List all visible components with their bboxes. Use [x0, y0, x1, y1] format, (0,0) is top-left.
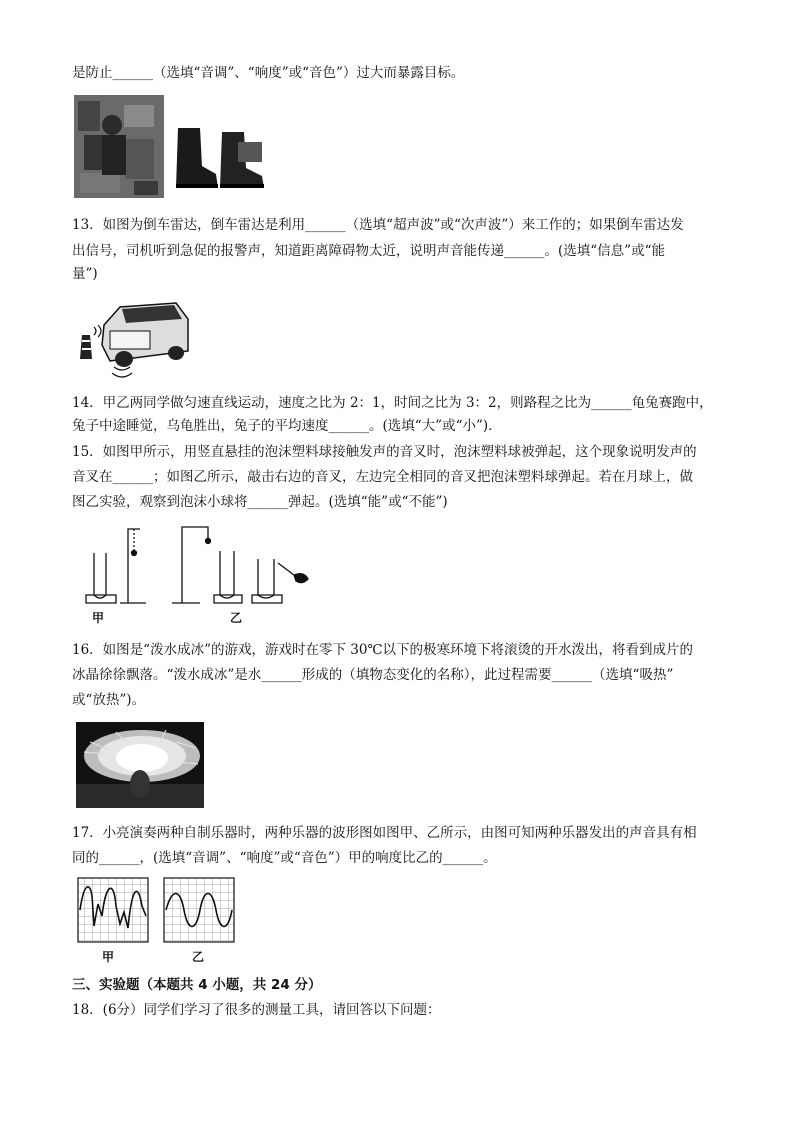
section-heading: 三、实验题（本题共 4 小题，共 24 分） [72, 977, 322, 993]
text-line: 同的______，(选填“音调”、“响度”或“音色”）甲的响度比乙的______。 [72, 850, 497, 866]
text-line: 量”) [72, 266, 98, 282]
question-17: 17．小亮演奏两种自制乐器时，两种乐器的波形图如图甲、乙所示，由图可知两种乐器发出的声音具有相 [72, 825, 697, 841]
text-line: 出信号，司机听到急促的报警声，知道距离障碍物太近，说明声音能传递______。(选填“信息”或“能 [72, 243, 665, 259]
question-15: 15．如图甲所示，用竖直悬挂的泡沫塑料球接触发声的音叉时，泡沫塑料球被弹起，这个现象说明发声的 [72, 444, 697, 460]
text-line: 图乙实验，观察到泡沫小球将______弹起。(选填“能”或“不能”) [72, 494, 448, 510]
figure-label-a: 甲 [102, 950, 115, 964]
soldier-photo [74, 95, 164, 198]
question-16: 16．如图是“泼水成冰”的游戏，游戏时在零下 30℃以下的极寒环境下将滚烫的开水泼出，将看到成片的 [72, 642, 694, 658]
text-line: 音叉在______；如图乙所示，敲击右边的音叉，左边完全相同的音叉把泡沫塑料球弹起。若在月球上，做 [72, 469, 693, 485]
text-line: 兔子中途睡觉，乌龟胜出，兔子的平均速度______。(选填“大”或“小”)． [72, 418, 502, 434]
question-18: 18．(6分）同学们学习了很多的测量工具，请回答以下问题： [72, 1002, 441, 1018]
figure-label-b: 乙 [230, 611, 243, 625]
text-line: 冰晶徐徐飘落。“泼水成冰”是水______形成的（填物态变化的名称），此过程需要______（选填“吸热” [72, 667, 674, 683]
reversing-radar-car-image [76, 297, 192, 383]
figure-label-b: 乙 [192, 950, 205, 964]
waveform-figure [76, 876, 236, 966]
figure-label-a: 甲 [92, 611, 105, 625]
water-to-ice-photo [76, 722, 204, 808]
tuning-fork-figure [76, 523, 310, 623]
question-14: 14．甲乙两同学做匀速直线运动，速度之比为 2：1，时间之比为 3：2，则路程之比为______龟兔赛跑中， [72, 395, 713, 411]
question-13: 13．如图为倒车雷达，倒车雷达是利用______（选填“超声波”或“次声波”）来工作的；如果倒车雷达发 [72, 217, 684, 233]
text-line: 是防止______（选填“音调”、“响度”或“音色”）过大而暴露目标。 [72, 65, 465, 81]
boots-image [172, 122, 268, 194]
text-line: 或“放热”)。 [72, 692, 146, 708]
